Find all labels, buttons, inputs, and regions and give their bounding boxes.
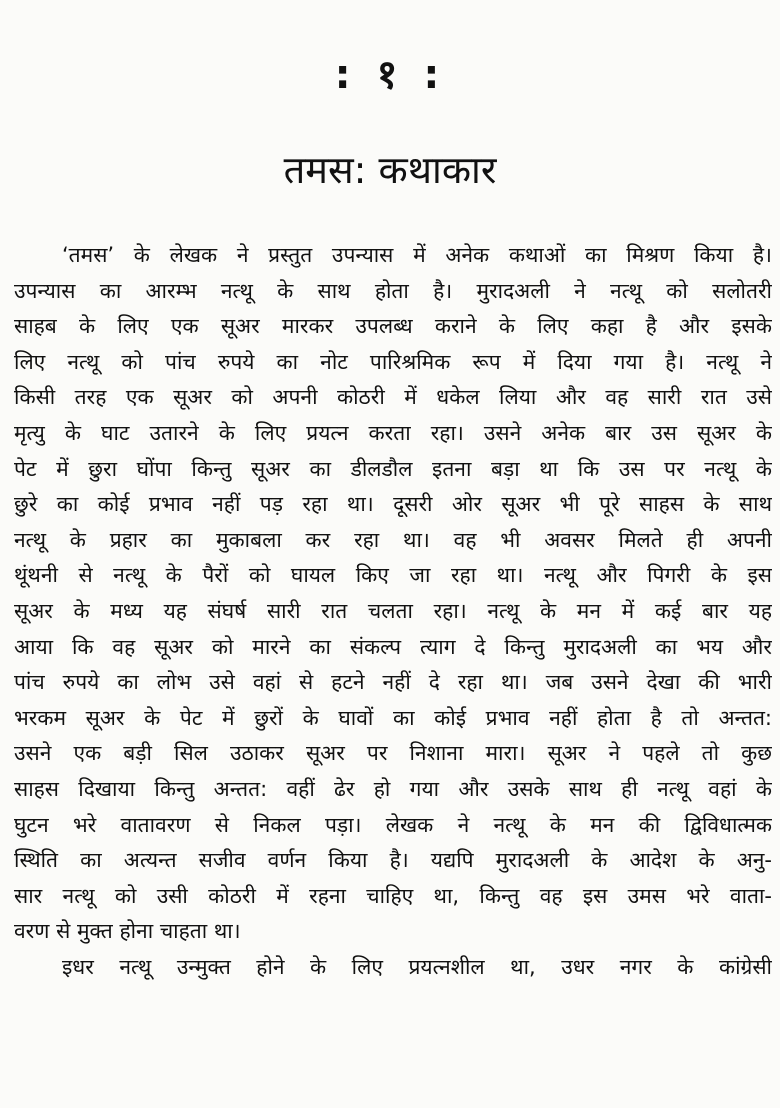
text-line: ‘तमस’ के लेखक ने प्रस्तुत उपन्यास में अनेक कथाओं का मिश्रण किया है। bbox=[62, 243, 772, 267]
text-line: नत्थू के प्रहार का मुकाबला कर रहा था। वह भी अवसर मिलते ही अपनी bbox=[14, 527, 772, 552]
text-line: भरकम सूअर के पेट में छुरों के घावों का कोई प्रभाव नहीं होता है तो अन्तत: bbox=[14, 705, 772, 730]
text-line: घुटन भरे वातावरण से निकल पड़ा। लेखक ने नत्थू के मन की द्विविधात्मक bbox=[14, 812, 772, 837]
text-line: छुरे का कोई प्रभाव नहीं पड़ रहा था। दूसरी ओर सूअर भी पूरे साहस के साथ bbox=[14, 492, 772, 517]
text-line: पेट में छुरा घोंपा किन्तु सूअर का डीलडौल इतना बड़ा था कि उस पर नत्थू के bbox=[14, 456, 772, 481]
text-line: किसी तरह एक सूअर को अपनी कोठरी में धकेल लिया और वह सारी रात उसे bbox=[14, 385, 772, 410]
chapter-title: तमस: कथाकार bbox=[283, 148, 497, 192]
text-line: उसने एक बड़ी सिल उठाकर सूअर पर निशाना मारा। सूअर ने पहले तो कुछ bbox=[14, 741, 772, 766]
chapter-number: : १ : bbox=[334, 52, 446, 98]
text-line: उपन्यास का आरम्भ नत्थू के साथ होता है। मुरादअली ने नत्थू को सलोतरी bbox=[14, 278, 772, 303]
text-line: इधर नत्थू उन्मुक्त होने के लिए प्रयत्नशील था, उधर नगर के कांग्रेसी bbox=[62, 954, 772, 979]
text-line: साहस दिखाया किन्तु अन्तत: वहीं ढेर हो गया और उसके साथ ही नत्थू वहां के bbox=[14, 776, 772, 801]
text-line: आया कि वह सूअर को मारने का संकल्प त्याग दे किन्तु मुरादअली का भय और bbox=[14, 634, 772, 659]
text-line: पांच रुपये का लोभ उसे वहां से हटने नहीं दे रहा था। जब उसने देखा की भारी bbox=[14, 670, 772, 695]
text-line: वरण से मुक्त होना चाहता था। bbox=[14, 919, 241, 944]
text-line: लिए नत्थू को पांच रुपये का नोट पारिश्रमिक रूप में दिया गया है। नत्थू ने bbox=[14, 349, 772, 374]
text-line: सार नत्थू को उसी कोठरी में रहना चाहिए था, किन्तु वह इस उमस भरे वाता- bbox=[14, 883, 772, 908]
text-line: मृत्यु के घाट उतारने के लिए प्रयत्न करता रहा। उसने अनेक बार उस सूअर के bbox=[14, 420, 772, 445]
text-line: थूंथनी से नत्थू के पैरों को घायल किए जा रहा था। नत्थू और पिगरी के इस bbox=[14, 563, 772, 588]
text-line: साहब के लिए एक सूअर मारकर उपलब्ध कराने के लिए कहा है और इसके bbox=[14, 314, 772, 339]
text-line: स्थिति का अत्यन्त सजीव वर्णन किया है। यद्यपि मुरादअली के आदेश के अनु- bbox=[14, 848, 772, 873]
text-line: सूअर के मध्य यह संघर्ष सारी रात चलता रहा। नत्थू के मन में कई बार यह bbox=[14, 598, 772, 623]
body-text bbox=[14, 238, 772, 985]
